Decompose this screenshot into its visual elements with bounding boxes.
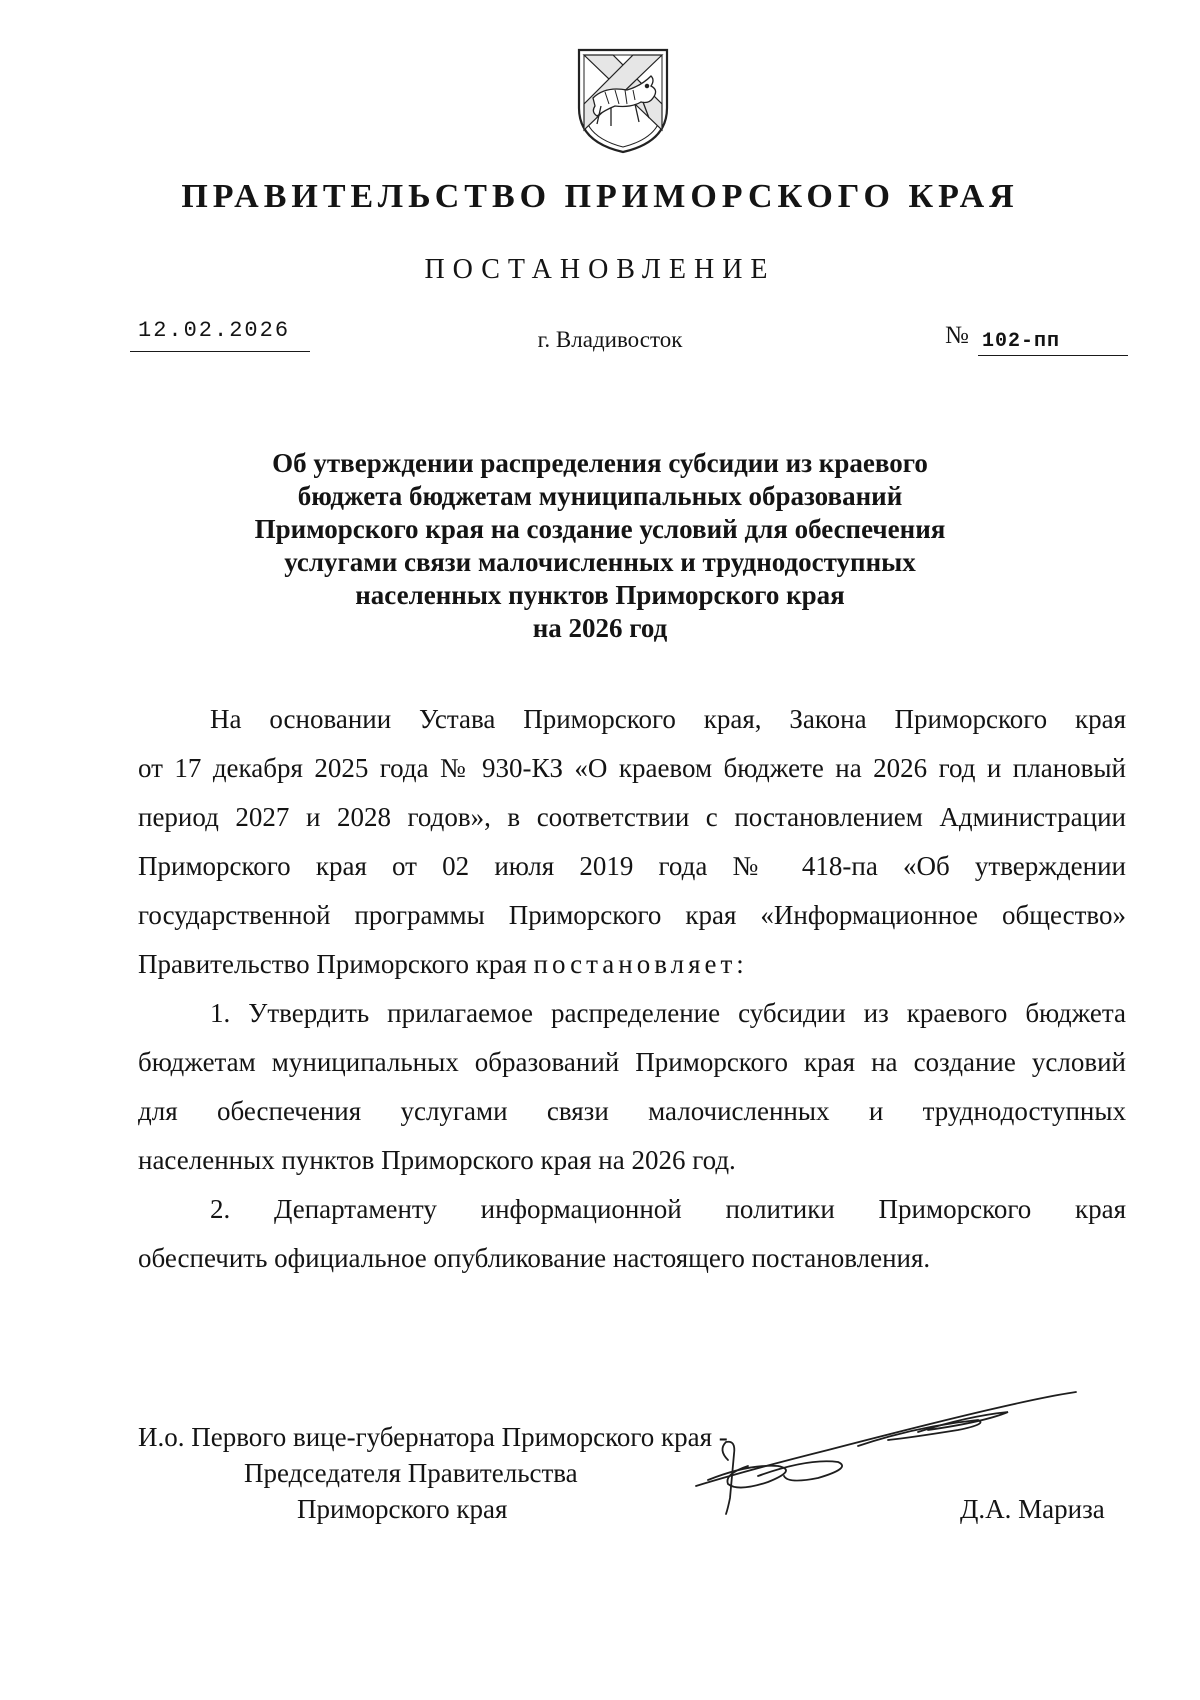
decree-verb: постановляет: — [533, 949, 748, 979]
document-type: ПОСТАНОВЛЕНИЕ — [424, 254, 776, 285]
date-underline — [130, 351, 310, 352]
subject-line: на 2026 год — [532, 613, 668, 643]
preamble-line: период 2027 и 2028 годов», в соответствии с постановлением Администрации — [138, 802, 1126, 832]
subject-line: бюджета бюджетам муниципальных образований — [297, 481, 903, 511]
subject-line: Приморского края на создание условий для обеспечения — [254, 514, 946, 544]
item2-line: обеспечить официальное опубликование настоящего постановления. — [138, 1243, 931, 1273]
document-subject — [150, 447, 1050, 645]
number-sign: № — [945, 322, 969, 349]
item1-line: для обеспечения услугами связи малочисленных и труднодоступных — [138, 1096, 1126, 1126]
document-number: 102-пп — [982, 330, 1061, 353]
decree-prefix: Правительство Приморского края — [138, 949, 534, 979]
preamble-line: Приморского края от 02 июля 2019 года № 418-па «Об утверждении — [138, 851, 1126, 881]
signer-position-line: Приморского края — [297, 1494, 508, 1524]
decree-line — [138, 940, 1126, 989]
item1-line: 1. Утвердить прилагаемое распределение субсидии из краевого бюджета — [210, 998, 1126, 1028]
subject-line: населенных пунктов Приморского края — [355, 580, 845, 610]
item2-line: 2. Департаменту информационной политики Приморского края — [210, 1194, 1126, 1224]
signer-position-line: И.о. Первого вице-губернатора Приморского края - — [138, 1422, 728, 1452]
item1-line: населенных пунктов Приморского края на 2026 год. — [138, 1145, 736, 1175]
document-date: 12.02.2026 — [138, 318, 291, 343]
subject-line: Об утверждении распределения субсидии из краевого — [272, 448, 928, 478]
number-underline — [978, 355, 1128, 356]
item1-line: бюджетам муниципальных образований Приморского края на создание условий — [138, 1047, 1126, 1077]
preamble-line: государственной программы Приморского края «Информационное общество» — [138, 900, 1126, 930]
preamble-line: На основании Устава Приморского края, Закона Приморского края — [210, 704, 1126, 734]
document-city: г. Владивосток — [537, 327, 683, 352]
preamble-line: от 17 декабря 2025 года № 930-КЗ «О краевом бюджете на 2026 год и плановый — [138, 753, 1126, 783]
government-title: ПРАВИТЕЛЬСТВО ПРИМОРСКОГО КРАЯ — [181, 178, 1019, 215]
coat-of-arms-emblem — [575, 46, 671, 156]
signer-position-line: Председателя Правительства — [244, 1458, 578, 1488]
subject-line: услугами связи малочисленных и труднодоступных — [284, 547, 916, 577]
signer-name: Д.А. Мариза — [960, 1494, 1105, 1524]
document-body — [138, 695, 1126, 1283]
